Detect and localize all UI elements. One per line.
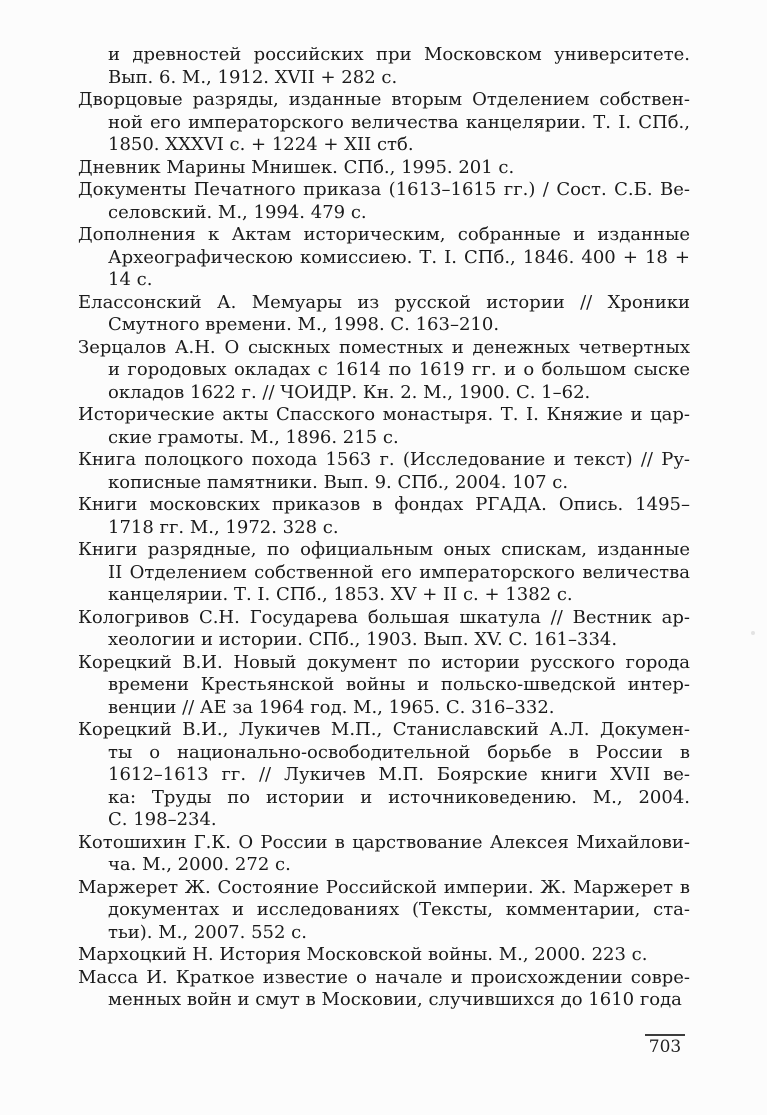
entry-line: тьи). М., 2007. 552 с. [108,921,307,943]
entry-line: окладов 1622 г. // ЧОИДР. Кн. 2. М., 1900. С. 1–62. [108,381,591,403]
entry-line: Книга полоцкого похода 1563 г. (Исследование и текст) // Ру- [78,449,690,470]
entry-line: и древностей российских при Московском университете. [108,44,690,65]
entry-line: кописные памятники. Вып. 9. СПб., 2004. 107 с. [108,471,569,493]
entry-line: хеологии и истории. СПб., 1903. Вып. XV. С. 161–334. [108,629,618,650]
entry-line: селовский. М., 1994. 479 с. [108,201,367,223]
entry-line: Корецкий В.И. Новый документ по истории русского города [78,651,690,673]
bibliography-entry [78,337,690,405]
entry-line: Археографическою комиссиею. Т. I. СПб., 1846. 400 + 18 + [108,246,690,268]
entry-line: Вып. 6. М., 1912. XVII + 282 с. [108,66,398,88]
entry-line: Кологривов С.Н. Государева большая шкатула // Вестник ар- [78,606,690,628]
entry-line: времени Крестьянской войны и польско-шведской интер- [108,674,690,695]
entry-line: Масса И. Краткое известие о начале и происхождении совре- [78,966,690,988]
bibliography-entry [78,967,690,1012]
page-number-block [645,1034,685,1057]
entry-line: II Отделением собственной его императорского величества [108,561,690,583]
bibliography-entry [78,179,690,224]
bibliography-entry [78,44,690,89]
entry-line: Книги московских приказов в фондах РГАДА. Опись. 1495– [78,494,690,515]
bibliography-list [78,44,690,1012]
bibliography-entry [78,449,690,494]
entry-line: 1850. XXXVI с. + 1224 + XII стб. [108,134,414,155]
bibliography-entry [78,877,690,945]
entry-line: менных войн и смут в Московии, случившихся до 1610 года [108,989,682,1010]
bibliography-entry [78,157,690,180]
page-number: 703 [648,1037,682,1057]
bibliography-entry [78,719,690,832]
bibliography-entry [78,944,690,967]
entry-line: ной его императорского величества канцелярии. Т. I. СПб., [108,111,690,133]
scan-speck [751,631,755,635]
bibliography-entry [78,224,690,292]
entry-line: Исторические акты Спасского монастыря. Т. I. Княжие и цар- [78,404,690,425]
bibliography-entry [78,607,690,652]
entry-line: Дополнения к Актам историческим, собранные и изданные [78,224,690,245]
entry-line: венции // АЕ за 1964 год. М., 1965. С. 316–332. [108,696,555,718]
bibliography-entry [78,404,690,449]
entry-line: 14 с. [108,269,153,290]
entry-line: Котошихин Г.К. О России в царствование Алексея Михайлови- [78,831,690,853]
entry-line: ты о национально-освободительной борьбе в России в [108,741,690,763]
entry-line: Маржерет Ж. Состояние Российской империи. Ж. Маржерет в [78,876,690,898]
bibliography-entry [78,539,690,607]
entry-line: Мархоцкий Н. История Московской войны. М., 2000. 223 с. [78,944,648,965]
entry-line: Дневник Марины Мнишек. СПб., 1995. 201 с. [78,156,515,178]
entry-line: С. 198–234. [108,809,217,830]
entry-line: Елассонский А. Мемуары из русской истории // Хроники [78,291,690,313]
entry-line: Дворцовые разряды, изданные вторым Отделением собствен- [78,89,690,110]
bibliography-entry [78,652,690,720]
entry-line: 1718 гг. М., 1972. 328 с. [108,516,339,538]
entry-line: Смутного времени. М., 1998. С. 163–210. [108,314,500,335]
entry-line: канцелярии. Т. I. СПб., 1853. XV + II с. + 1382 с. [108,584,573,605]
entry-line: ка: Труды по истории и источниковедению. М., 2004. [108,786,690,808]
entry-line: ча. М., 2000. 272 с. [108,854,291,875]
bibliography-entry [78,494,690,539]
entry-line: Книги разрядные, по официальным оных спискам, изданные [78,539,690,560]
bibliography-entry [78,832,690,877]
entry-line: ские грамоты. М., 1896. 215 с. [108,426,399,448]
entry-line: Корецкий В.И., Лукичев М.П., Станиславский А.Л. Докумен- [78,719,690,740]
entry-line: Зерцалов А.Н. О сыскных поместных и денежных четвертных [78,336,690,358]
bibliography-entry [78,292,690,337]
entry-line: документах и исследованиях (Тексты, комментарии, ста- [108,899,690,920]
entry-line: 1612–1613 гг. // Лукичев М.П. Боярские книги XVII ве- [108,764,690,785]
entry-line: и городовых окладах с 1614 по 1619 гг. и о большом сыске [108,359,690,380]
bibliography-entry [78,89,690,157]
entry-line: Документы Печатного приказа (1613–1615 гг.) / Сост. С.Б. Ве- [78,179,690,200]
